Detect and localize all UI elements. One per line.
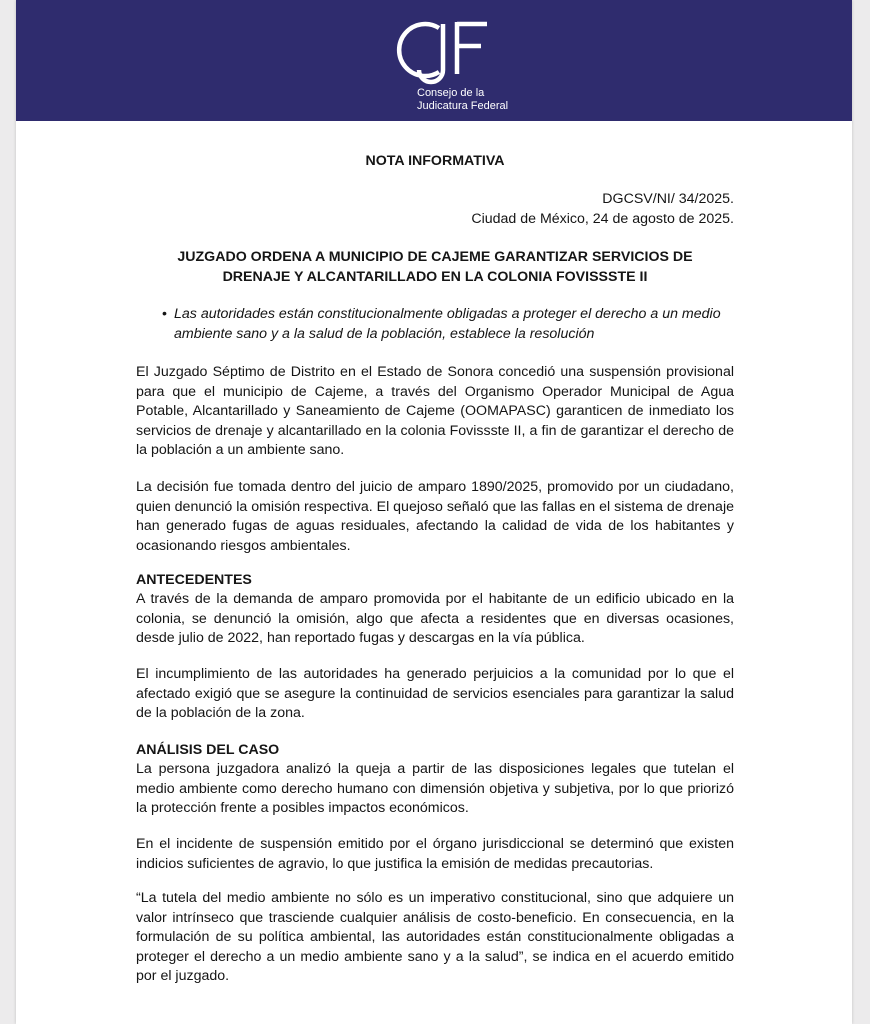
bullet-icon: •	[162, 306, 167, 322]
summary-bullet-text: Las autoridades están constitucionalmente obligadas a proteger el derecho a un medio ambiente sano y a la salud de la población, establece la resolución	[174, 306, 721, 342]
org-name-line2: Judicatura Federal	[417, 100, 509, 112]
place-date: Ciudad de México, 24 de agosto de 2025.	[471, 210, 734, 227]
headline-line2: DRENAJE Y ALCANTARILLADO EN LA COLONIA FOVISSSTE II	[222, 268, 648, 285]
paragraph-6: En el incidente de suspensión emitido por el órgano jurisdiccional se determinó que existen indicios suficientes de agravio, lo que justifica la emisión de medidas precautorias.	[136, 836, 734, 872]
document-title: NOTA INFORMATIVA	[365, 153, 505, 169]
paragraph-3: A través de la demanda de amparo promovida por el habitante de un edificio ubicado en la colonia, se denunció la omisión, algo que afecta a residentes que en diversas ocasiones, desde julio de 2022, han reportado fugas y descargas en la vía pública.	[136, 591, 734, 646]
reference-block	[471, 190, 734, 229]
header-banner	[16, 0, 852, 121]
headline-line1: JUZGADO ORDENA A MUNICIPIO DE CAJEME GARANTIZAR SERVICIOS DE	[177, 249, 693, 265]
summary-bullet	[162, 305, 754, 344]
paragraph-5: La persona juzgadora analizó la queja a partir de las disposiciones legales que tutelan el medio ambiente como derecho humano con dimensión objetiva y subjetiva, por lo que priorizó la protección frente a posibles impactos económicos.	[136, 761, 734, 816]
document-page	[16, 0, 852, 1024]
section-heading-analisis: ANÁLISIS DEL CASO	[136, 742, 280, 758]
logo-caption	[417, 87, 508, 113]
paragraph-7: “La tutela del medio ambiente no sólo es un imperativo constitucional, sino que adquiere un valor intrínseco que trasciende cualquier análisis de costo-beneficio. En consecuencia, en la formulación de su política ambiental, las autoridades están constitucionalmente obligadas a proteger el derecho a un medio ambiente sano y a la salud”, se indica en el acuerdo emitido por el juzgado.	[136, 890, 734, 984]
section-heading-antecedentes: ANTECEDENTES	[136, 572, 252, 588]
reference-number: DGCSV/NI/ 34/2025.	[602, 191, 734, 207]
org-name-line1: Consejo de la	[417, 87, 485, 99]
cjf-monogram-icon	[391, 18, 511, 88]
headline	[136, 248, 734, 287]
paragraph-1: El Juzgado Séptimo de Distrito en el Estado de Sonora concedió una suspensión provisional para que el municipio de Cajeme, a través del Organismo Operador Municipal de Agua Potable, Alcantarillado y Saneamiento de Cajeme (OOMAPASC) garanticen de inmediato los servicios de drenaje y alcantarillado en la colonia Fovissste II, a fin de garantizar el derecho de la población a un ambiente sano.	[136, 364, 734, 458]
paragraph-4: El incumplimiento de las autoridades ha generado perjuicios a la comunidad por lo que el afectado exigió que se asegure la continuidad de servicios esenciales para garantizar la salud de la población de la zona.	[136, 666, 734, 721]
cjf-logo	[391, 18, 511, 118]
paragraph-2: La decisión fue tomada dentro del juicio de amparo 1890/2025, promovido por un ciudadano, quien denunció la omisión respectiva. El quejoso señaló que las fallas en el sistema de drenaje han generado fugas de aguas residuales, afectando la calidad de vida de los habitantes y ocasionando riesgos ambientales.	[136, 479, 734, 554]
